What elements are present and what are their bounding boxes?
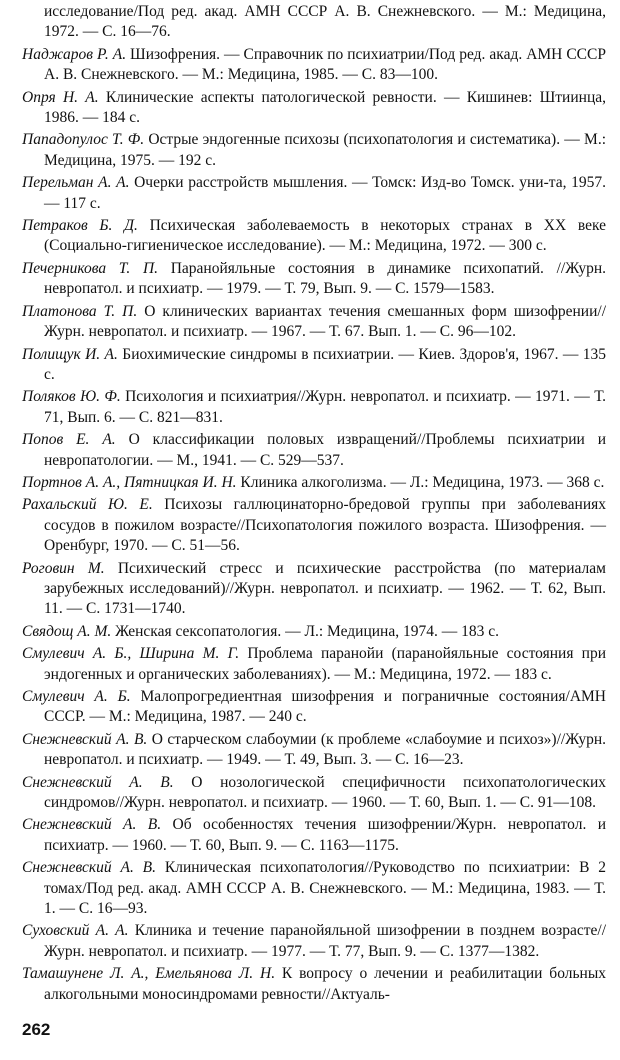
bibliography-entry [22,45,606,86]
entry-author: Петраков Б. Д. [22,217,138,235]
bibliography-entry [22,88,606,129]
entry-author: Смулевич А. Б., Ширина М. Г. [22,645,240,663]
entry-author: Снежневский А. В. [22,816,162,834]
entry-text: Психозы галлюцинаторно-бредовой группы при заболеваниях сосудов в пожилом возрасте//Психопатология пожилого возраста. Шизофрения. — Оренбург, 1970. — С. 51—56. [44,496,607,555]
bibliography-entry [22,130,606,171]
entry-text: Шизофрения. — Справочник по психиатрии/Под ред. акад. АМН СССР А. В. Снежневского. — М.: Медицина, 1985. — С. 83—100. [44,45,606,84]
entry-author: Печерникова Т. П. [22,259,159,277]
entry-text: Женская сексопатология. — Л.: Медицина, 1974. — 183 с. [111,622,499,640]
bibliography-entry [22,773,606,814]
entry-text: О классификации половых извращений//Проблемы психиатрии и невропатологии. — М., 1941. — С. 529—537. [44,431,606,469]
entry-author: Роговин М. [22,559,105,577]
entry-author: Пападопулос Т. Ф. [22,131,145,149]
entry-text: Клинические аспекты патологической ревности. — Кишинев: Штиинца, 1986. — 184 с. [44,88,606,127]
bibliography-entry [22,473,606,493]
entry-text: Острые эндогенные психозы (психопатология и систематика). — М.: Медицина, 1975. — 192 с. [44,131,606,169]
bibliography-entry [22,302,606,343]
bibliography-list [22,2,606,1005]
entry-text: К вопросу о лечении и реабилитации больных алкогольными моносиндромами ревности//Актуаль- [44,965,607,1003]
entry-text: Паранойяльные состояния в динамике психопатий. //Журн. невропатол. и психиатр. — 1979. — Т. 79, Вып. 9. — С. 1579—1583. [44,259,606,298]
entry-text: исследование/Под ред. акад. АМН СССР А. В. Снежневского. — М.: Медицина, 1972. — С. 16—76. [44,3,606,41]
bibliography-entry [22,259,606,300]
entry-author: Смулевич А. Б. [22,688,131,705]
entry-text: Психическая заболеваемость в некоторых странах в XX веке (Социально-гигиеническое исследование). — М.: Медицина, 1972. — 300 с. [44,217,606,255]
entry-author: Тамашунене Л. А., Емельянова Л. Н. [22,965,276,983]
entry-author: Свядощ А. М. [22,622,112,640]
entry-text: Биохимические синдромы в психиатрии. — Киев. Здоров'я, 1967. — 135 с. [44,345,606,383]
bibliography-entry [22,2,606,43]
entry-author: Опря Н. А. [22,88,99,106]
bibliography-entry [22,644,606,685]
entry-text: Об особенностях течения шизофрении/Журн. невропатол. и психиатр. — 1960. — Т. 60, Вып. 9. — С. 1163—1175. [44,816,606,854]
entry-text: Очерки расстройств мышления. — Томск: Изд-во Томск. уни-та, 1957. — 117 с. [44,174,606,212]
entry-author: Суховский А. А. [22,922,129,940]
entry-text: Клиника алкоголизма. — Л.: Медицина, 1973. — 368 с. [236,473,605,491]
entry-text: О старческом слабоумии (к проблеме «слабоумие и психоз»)//Журн. невропатол. и психиатр. — 1949. — Т. 49, Вып. 3. — С. 16—23. [44,730,606,769]
entry-author: Полищук И. А. [22,345,118,363]
entry-author: Попов Е. А. [22,431,116,449]
page-number: 262 [22,1020,51,1039]
entry-author: Снежневский А. В. [22,730,148,748]
entry-author: Поляков Ю. Ф. [22,388,121,406]
bibliography-entry [22,345,606,386]
bibliography-entry [22,687,606,728]
entry-text: Психический стресс и психические расстройства (по материалам зарубежных исследований)//Журн. невропатол. и психиатр. — 1962. — Т. 62, Вып. 11. — С. 1731—1740. [44,559,606,618]
bibliography-entry [22,921,606,962]
entry-text: Клиническая психопатология//Руководство по психиатрии: В 2 томах/Под ред. акад. АМН СССР А. В. Снежневского. — М.: Медицина, 1983. — Т. 1. — С. 16—93. [44,859,607,918]
entry-author: Снежневский А. В. [22,773,174,791]
entry-text: Психология и психиатрия//Журн. невропатол. и психиатр. — 1971. — Т. 71, Вып. 6. — С. 821—831. [44,388,607,426]
entry-author: Платонова Т. П. [22,302,138,320]
entry-author: Рахальский Ю. Е. [22,496,153,514]
entry-text: О нозологической специфичности психопатологических синдромов//Журн. невропатол. и психиатр. — 1960. — Т. 60, Вып. 1. — С. 91—108. [44,773,606,812]
bibliography-entry [22,622,606,642]
entry-author: Портнов А. А., Пятницкая И. Н. [22,473,237,491]
entry-author: Перельман А. А. [22,174,130,192]
bibliography-entry [22,815,606,856]
entry-author: Наджаров Р. А. [22,45,127,63]
entry-author: Снежневский А. В. [22,859,157,877]
entry-text: Проблема паранойи (паранойяльные состояния при эндогенных и органических заболеваниях). — М.: Медицина, 1972. — 183 с. [44,645,607,683]
entry-text: О клинических вариантах течения смешанных форм шизофрении//Журн. невропатол. и психиатр. — 1967. — Т. 67. Вып. 1. — С. 96—102. [44,302,606,341]
bibliography-entry [22,964,606,1005]
bibliography-entry [22,430,606,471]
bibliography-entry [22,387,606,428]
bibliography-entry [22,216,606,257]
entry-text: Клиника и течение паранойяльной шизофрении в позднем возрасте//Журн. невропатол. и психиатр. — 1977. — Т. 77, Вып. 9. — С. 1377—1382. [44,922,606,960]
entry-text: Малопрогредиентная шизофрения и пограничные состояния/АМН СССР. — М.: Медицина, 1987. — 240 с. [44,688,606,726]
bibliography-entry [22,173,606,214]
bibliography-entry [22,559,606,620]
bibliography-entry [22,858,606,919]
bibliography-entry [22,730,606,771]
bibliography-entry [22,495,606,556]
